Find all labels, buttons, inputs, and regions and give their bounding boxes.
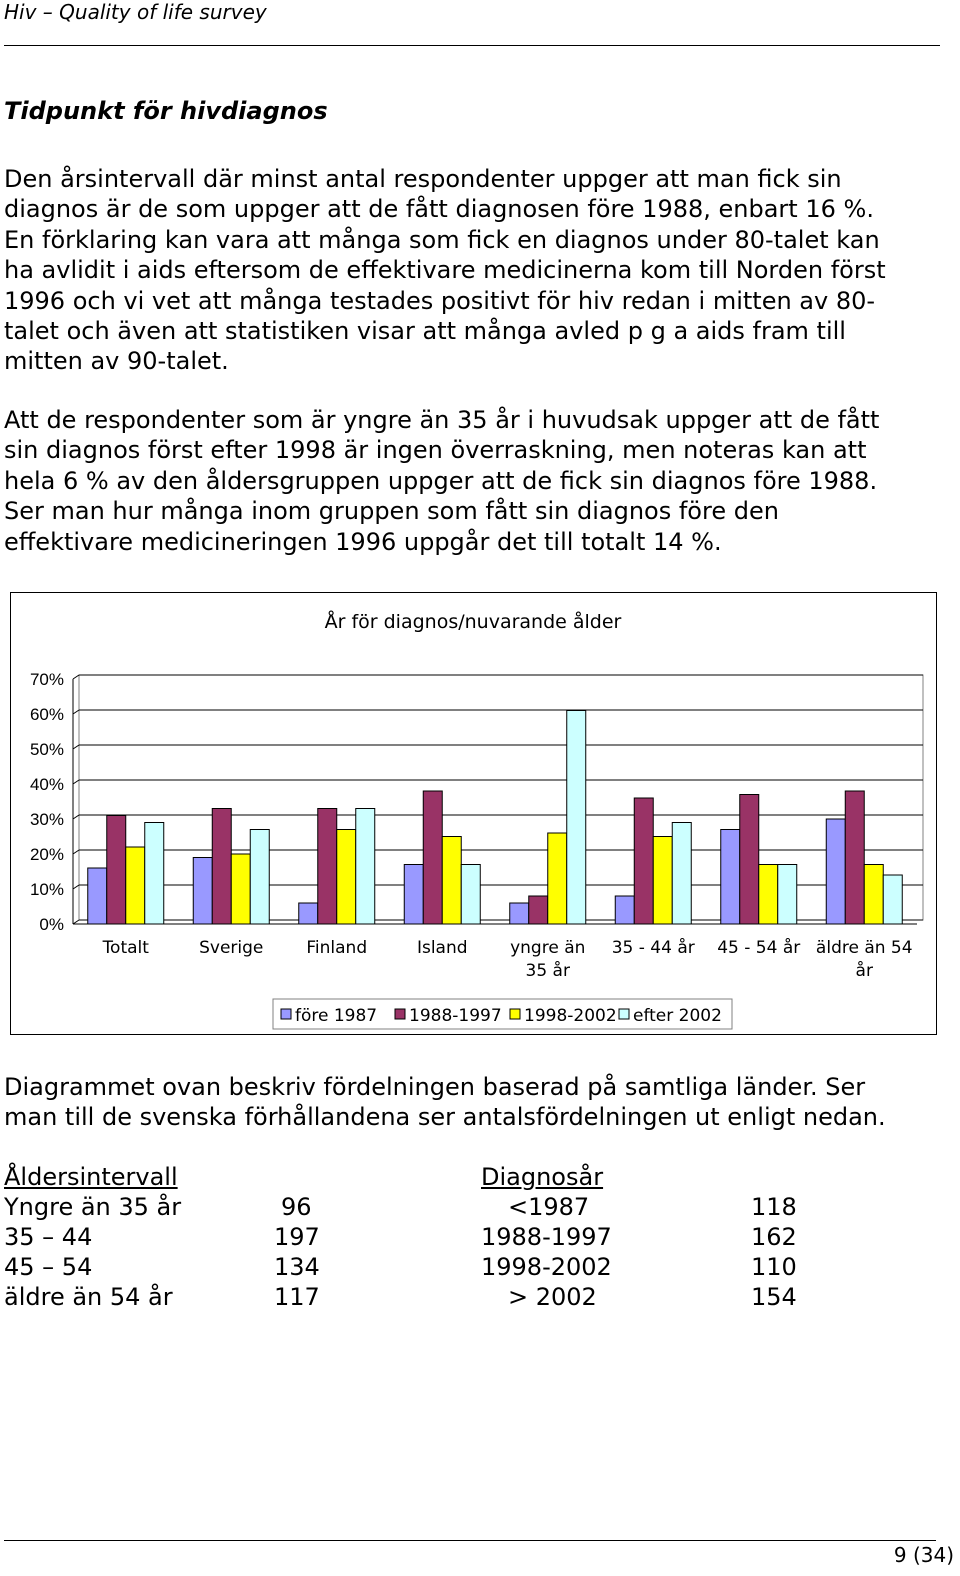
bar — [740, 795, 759, 925]
age-interval-header: Åldersintervall — [4, 1163, 178, 1191]
paragraph-line: 1996 och vi vet att många testades positivt för hiv redan i mitten av 80- — [4, 286, 876, 315]
bar — [231, 854, 250, 924]
paragraph-line: man till de svenska förhållandena ser antalsfördelningen ut enligt nedan. — [4, 1103, 886, 1132]
paragraph-line: Den årsintervall där minst antal respondenter uppger att man fick sin — [4, 165, 842, 193]
x-category-label: Island — [416, 938, 468, 958]
page-header-title: Hiv – Quality of life survey — [4, 0, 267, 24]
paragraph-line: effektivare medicineringen 1996 uppgår det till totalt 14 %. — [4, 527, 722, 556]
gridline-depth — [73, 920, 79, 924]
paragraph-young-respondents — [4, 405, 944, 557]
bar — [193, 858, 212, 925]
gridline-depth — [73, 850, 79, 854]
y-tick-label: 30% — [29, 810, 64, 829]
bar — [845, 791, 864, 924]
bar — [88, 868, 107, 924]
paragraph-line: Diagrammet ovan beskriv fördelningen baserad på samtliga länder. Ser — [4, 1073, 866, 1101]
bar — [721, 830, 740, 925]
bar — [634, 798, 653, 924]
legend-label: 1998-2002 — [524, 1006, 617, 1026]
age-label: 45 – 54 — [4, 1253, 93, 1281]
year-label: 1998-2002 — [481, 1253, 612, 1281]
x-category-label: yngre än — [510, 938, 586, 958]
paragraph-line: En förklaring kan vara att många som fick en diagnos under 80-talet kan — [4, 225, 880, 254]
paragraph-line: mitten av 90-talet. — [4, 347, 229, 376]
x-category-label: år — [855, 961, 873, 981]
y-tick-label: 70% — [29, 670, 64, 689]
paragraph-diagnosis-intervals — [4, 164, 944, 377]
bar — [529, 896, 548, 924]
bar — [883, 875, 902, 924]
bar — [510, 903, 529, 924]
bar — [318, 809, 337, 925]
footer-divider — [4, 1540, 936, 1541]
diagnosis-year-header: Diagnosår — [481, 1163, 604, 1191]
bar — [864, 865, 883, 925]
chart-title: År för diagnos/nuvarande ålder — [324, 611, 622, 633]
y-tick-label: 50% — [29, 740, 64, 759]
paragraph-line: sin diagnos först efter 1998 är ingen överraskning, men noteras kan att — [4, 436, 867, 465]
y-tick-label: 0% — [39, 915, 64, 934]
paragraph-line: Ser man hur många inom gruppen som fått sin diagnos före den — [4, 497, 779, 526]
gridline-depth — [73, 780, 79, 784]
diagnosis-year-chart — [10, 592, 937, 1035]
legend-swatch — [395, 1009, 405, 1019]
bar — [299, 903, 318, 924]
x-category-label: 35 år — [525, 961, 570, 981]
x-category-label: Sverige — [199, 938, 264, 958]
bar-chart-svg — [11, 593, 936, 1034]
legend-label: före 1987 — [295, 1006, 378, 1026]
gridline-depth — [73, 815, 79, 819]
age-count: 96 — [281, 1193, 312, 1221]
bar — [615, 896, 634, 924]
bar — [567, 711, 586, 925]
bar — [423, 791, 442, 924]
paragraph-line: ha avlidit i aids eftersom de effektivare medicinerna kom till Norden först — [4, 256, 886, 285]
gridline-depth — [73, 885, 79, 889]
bar — [250, 830, 269, 925]
paragraph-line: diagnos är de som uppger att de fått diagnosen före 1988, enbart 16 %. — [4, 195, 874, 224]
bar — [212, 809, 231, 925]
year-count: 118 — [751, 1193, 797, 1221]
bar — [759, 865, 778, 925]
y-tick-label: 60% — [29, 705, 64, 724]
year-label: > 2002 — [508, 1283, 597, 1311]
year-label: <1987 — [508, 1193, 590, 1221]
bar — [548, 833, 567, 924]
paragraph-chart-note — [4, 1072, 944, 1133]
section-title: Tidpunkt för hivdiagnos — [4, 97, 328, 125]
bar — [337, 830, 356, 925]
x-category-label: Finland — [306, 938, 368, 958]
year-count: 154 — [751, 1283, 797, 1311]
legend-swatch — [281, 1009, 291, 1019]
y-tick-label: 10% — [29, 880, 64, 899]
bar — [461, 865, 480, 925]
x-category-label: 45 - 54 år — [717, 938, 801, 958]
age-label: 35 – 44 — [4, 1223, 93, 1251]
legend-label: efter 2002 — [633, 1006, 722, 1026]
x-category-label: 35 - 44 år — [611, 938, 695, 958]
bar — [442, 837, 461, 925]
paragraph-line: Att de respondenter som är yngre än 35 år i huvudsak uppger att de fått — [4, 406, 880, 434]
age-count: 117 — [274, 1283, 320, 1311]
bar — [672, 823, 691, 925]
legend-swatch — [510, 1009, 520, 1019]
age-label: äldre än 54 år — [4, 1283, 173, 1311]
bar — [404, 865, 423, 925]
header-divider — [4, 45, 940, 46]
page-number: 9 (34) — [893, 1543, 954, 1567]
legend-swatch — [619, 1009, 629, 1019]
year-count: 162 — [751, 1223, 797, 1251]
paragraph-line: talet och även att statistiken visar att många avled p g a aids fram till — [4, 317, 846, 346]
bar — [356, 809, 375, 925]
y-tick-label: 40% — [29, 775, 64, 794]
bar — [145, 823, 164, 925]
age-label: Yngre än 35 år — [4, 1193, 182, 1221]
age-count: 197 — [274, 1223, 320, 1251]
gridline-depth — [73, 745, 79, 749]
legend-label: 1988-1997 — [409, 1006, 502, 1026]
bar — [826, 819, 845, 924]
year-count: 110 — [751, 1253, 797, 1281]
gridline-depth — [73, 710, 79, 714]
gridline-depth — [73, 675, 79, 679]
bar — [107, 816, 126, 925]
bar — [126, 847, 145, 924]
age-count: 134 — [274, 1253, 320, 1281]
x-category-label: Totalt — [102, 938, 149, 958]
paragraph-line: hela 6 % av den åldersgruppen uppger att de fick sin diagnos före 1988. — [4, 466, 878, 495]
y-tick-label: 20% — [29, 845, 64, 864]
year-label: 1988-1997 — [481, 1223, 612, 1251]
bar — [653, 837, 672, 925]
bar — [778, 865, 797, 925]
x-category-label: äldre än 54 — [815, 938, 913, 958]
